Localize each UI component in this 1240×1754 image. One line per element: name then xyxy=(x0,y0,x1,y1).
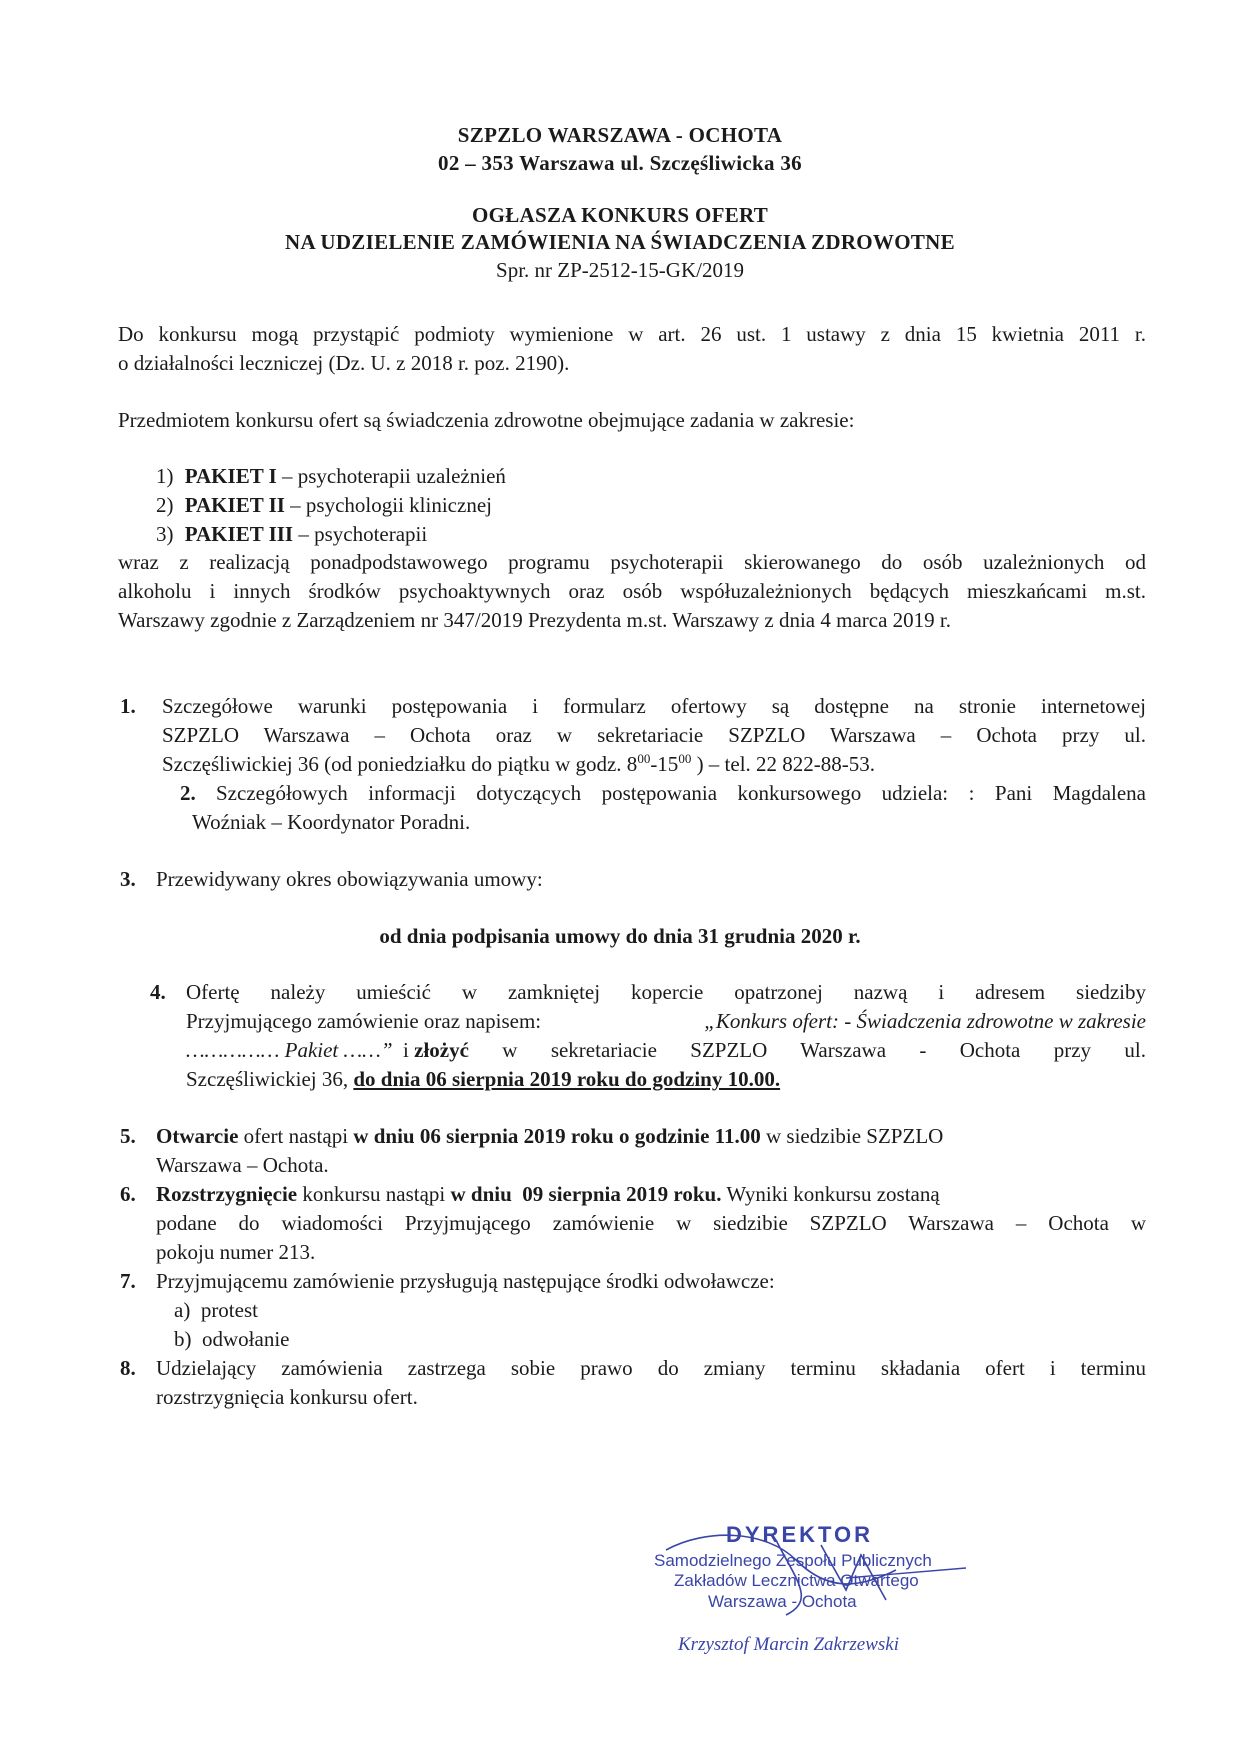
org-address: 02 – 353 Warszawa ul. Szczęśliwicka 36 xyxy=(438,151,802,175)
item6-line: pokoju numer 213. xyxy=(156,1240,316,1264)
item4-line: …………… Pakiet ……” i złożyć w sekretariacie SZPZLO Warszawa - Ochota przy ul. xyxy=(186,1038,1146,1062)
program-line: Warszawy zgodnie z Zarządzeniem nr 347/2019 Prezydenta m.st. Warszawy z dnia 4 marca 2019 r. xyxy=(118,608,952,632)
item1-line: Szczęśliwickiej 36 (od poniedziałku do piątku w godz. $8^{00}-15^{00}$ ) – tel. 22 822-88-53. xyxy=(162,751,876,776)
item4-line: Ofertę należy umieścić w zamkniętej kopercie opatrzonej nazwą i adresem siedziby xyxy=(186,980,1146,1004)
item-number: 3. xyxy=(120,867,136,891)
remedy-item: a) protest xyxy=(174,1298,258,1322)
announcement-title: OGŁASZA KONKURS OFERT xyxy=(471,203,769,227)
signatory-name: Krzysztof Marcin Zakrzewski xyxy=(678,1634,899,1655)
item1-line: Szczegółowe warunki postępowania i formularz ofertowy są dostępne na stronie internetowej xyxy=(162,694,1146,718)
item6-line: Rozstrzygnięcie konkursu nastąpi w dniu 09 sierpnia 2019 roku. Wyniki konkursu zostaną xyxy=(156,1182,940,1206)
item-number: 2. xyxy=(180,781,196,805)
item8-line: Udzielający zamówienia zastrzega sobie prawo do zmiany terminu składania ofert i terminu xyxy=(156,1356,1146,1380)
item-number: 6. xyxy=(120,1182,136,1206)
item6-line: podane do wiadomości Przyjmującego zamówienie w siedzibie SZPZLO Warszawa – Ochota w xyxy=(156,1211,1146,1235)
item4-line: Przyjmującego zamówienie oraz napisem: „Konkurs ofert: - Świadczenia zdrowotne w zakresie xyxy=(186,1009,1146,1033)
item-number: 1. xyxy=(120,694,136,718)
item4-line: Szczęśliwickiej 36, do dnia 06 sierpnia 2019 roku do godziny 10.00. xyxy=(186,1067,781,1091)
org-name: SZPZLO WARSZAWA - OCHOTA xyxy=(457,123,783,147)
intro-line: o działalności leczniczej (Dz. U. z 2018 r. poz. 2190). xyxy=(118,351,570,375)
subject-text: Przedmiotem konkursu ofert są świadczenia zdrowotne obejmujące zadania w zakresie: xyxy=(118,408,855,432)
item-number: 5. xyxy=(120,1124,136,1148)
remedy-item: b) odwołanie xyxy=(174,1327,290,1351)
contract-period: od dnia podpisania umowy do dnia 31 grudnia 2020 r. xyxy=(379,924,861,948)
item5-line: Otwarcie ofert nastąpi w dniu 06 sierpnia 2019 roku o godzinie 11.00 w siedzibie SZPZLO xyxy=(156,1124,944,1148)
program-line: alkoholu i innych środków psychoaktywnych oraz osób współuzależnionych będących mieszkańcami m.st. xyxy=(118,579,1146,603)
stamp-title: DYREKTOR xyxy=(726,1522,874,1547)
item-number: 7. xyxy=(120,1269,136,1293)
director-stamp xyxy=(646,1520,976,1640)
item8-line: rozstrzygnięcia konkursu ofert. xyxy=(156,1385,418,1409)
item2-line: Szczegółowych informacji dotyczących postępowania konkursowego udziela: : Pani Magdalena xyxy=(216,781,1146,805)
item2-line: Woźniak – Koordynator Poradni. xyxy=(192,810,471,834)
stamp-line: Zakładów Lecznictwa Otwartego xyxy=(674,1571,919,1590)
item5-line: Warszawa – Ochota. xyxy=(156,1153,329,1177)
intro-line: Do konkursu mogą przystąpić podmioty wymienione w art. 26 ust. 1 ustawy z dnia 15 kwietnia 2011 r. xyxy=(118,322,1146,346)
package-item: 3) PAKIET III – psychoterapii xyxy=(156,522,428,546)
item7-text: Przyjmującemu zamówienie przysługują następujące środki odwoławcze: xyxy=(156,1269,775,1293)
item3-text: Przewidywany okres obowiązywania umowy: xyxy=(156,867,543,891)
package-item: 2) PAKIET II – psychologii klinicznej xyxy=(156,493,492,517)
package-item: 1) PAKIET I – psychoterapii uzależnień xyxy=(156,464,506,488)
announcement-subtitle: NA UDZIELENIE ZAMÓWIENIA NA ŚWIADCZENIA ZDROWOTNE xyxy=(285,230,955,254)
item-number: 4. xyxy=(150,980,166,1004)
reference-number: Spr. nr ZP-2512-15-GK/2019 xyxy=(496,258,744,282)
item1-line: SZPZLO Warszawa – Ochota oraz w sekretariacie SZPZLO Warszawa – Ochota przy ul. xyxy=(162,723,1146,747)
stamp-line: Samodzielnego Zespołu Publicznych xyxy=(654,1551,932,1570)
program-line: wraz z realizacją ponadpodstawowego programu psychoterapii skierowanego do osób uzależnionych od xyxy=(118,550,1146,574)
stamp-line: Warszawa - Ochota xyxy=(708,1592,857,1611)
item-number: 8. xyxy=(120,1356,136,1380)
submission-deadline: do dnia 06 sierpnia 2019 roku do godziny 10.00. xyxy=(353,1067,781,1091)
